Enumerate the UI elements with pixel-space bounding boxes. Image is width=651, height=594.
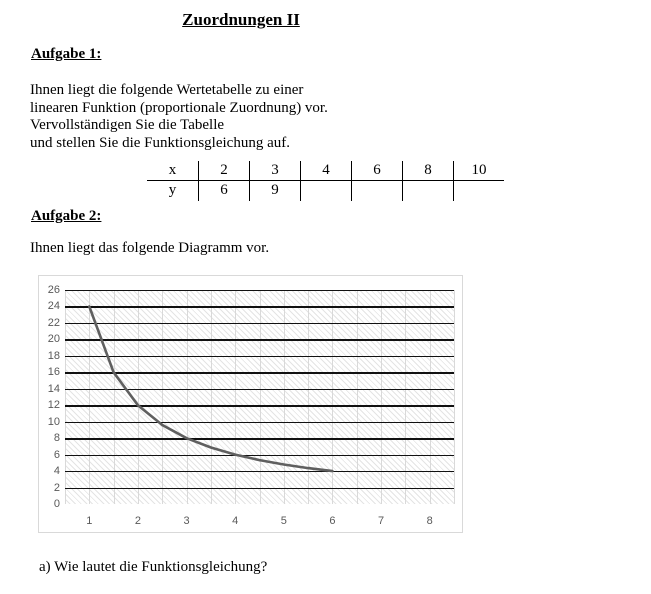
table-cell: y	[168, 182, 177, 198]
y-axis-tick-label: 6	[53, 448, 60, 461]
y-axis-tick-label: 20	[47, 333, 60, 346]
y-axis-tick-label: 2	[53, 481, 60, 494]
question-a: a) Wie lautet die Funktionsgleichung?	[39, 559, 268, 575]
task1-heading: Aufgabe 1:	[31, 46, 102, 62]
x-axis-tick-label: 2	[134, 515, 141, 527]
table-cell	[402, 181, 453, 201]
y-axis-tick-label: 16	[47, 366, 60, 379]
task2-intro: Ihnen liegt das folgende Diagramm vor.	[30, 240, 270, 256]
diagram-chart	[38, 275, 463, 533]
table-cell: x	[147, 161, 198, 181]
table-cell: 6	[198, 181, 249, 201]
function-curve	[39, 276, 462, 532]
task1-description	[30, 82, 328, 152]
x-axis-tick-label: 7	[378, 515, 385, 527]
table-cell	[453, 181, 504, 201]
y-axis-tick-label: 8	[53, 432, 60, 445]
table-cell: 6	[351, 161, 402, 181]
x-axis-tick-label: 8	[426, 515, 433, 527]
table-row	[147, 161, 504, 181]
x-axis-tick-label: 6	[329, 515, 336, 527]
y-axis-tick-label: 18	[47, 349, 60, 362]
table-cell: 10	[453, 161, 504, 181]
table-cell: 8	[402, 161, 453, 181]
y-axis-tick-label: 12	[47, 399, 60, 412]
task1-line: Ihnen liegt die folgende Wertetabelle zu einer	[30, 82, 304, 98]
table-cell	[300, 181, 351, 201]
table-cell: 3	[249, 161, 300, 181]
x-axis-tick-label: 1	[86, 515, 93, 527]
y-axis-tick-label: 24	[47, 300, 60, 313]
function-curve-line	[89, 307, 332, 472]
y-axis-tick-label: 10	[47, 415, 60, 428]
table-cell	[351, 181, 402, 201]
x-axis-tick-label: 3	[183, 515, 190, 527]
table-cell: 4	[300, 161, 351, 181]
y-axis-tick-label: 14	[47, 382, 60, 395]
y-axis-tick-label: 0	[53, 498, 60, 510]
x-axis-tick-label: 5	[280, 515, 287, 527]
y-axis-tick-label: 4	[53, 465, 60, 478]
x-axis-tick-label: 4	[232, 515, 239, 527]
table-row	[147, 181, 504, 201]
value-table	[147, 161, 504, 201]
task2-heading: Aufgabe 2:	[31, 208, 102, 224]
task1-line: und stellen Sie die Funktionsgleichung auf.	[30, 134, 290, 151]
task1-line: linearen Funktion (proportionale Zuordnung) vor.	[30, 99, 328, 116]
table-cell: 2	[198, 161, 249, 181]
table-cell: 9	[249, 181, 300, 201]
y-axis-tick-label: 22	[47, 316, 60, 329]
page-title: Zuordnungen II	[182, 10, 300, 29]
y-axis-tick-label: 26	[47, 284, 60, 296]
task1-line: Vervollständigen Sie die Tabelle	[30, 117, 225, 134]
